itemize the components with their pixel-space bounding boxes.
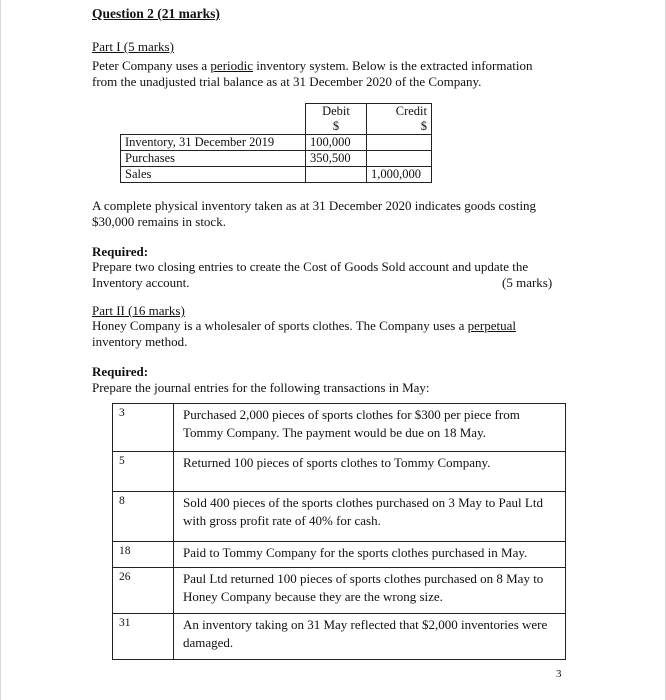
transaction-description: An inventory taking on 31 May reflected that $2,000 inventories were damaged. <box>183 617 548 650</box>
part1-intro-line: Peter Company uses a periodic inventory system. Below is the extracted information <box>92 58 533 73</box>
account-name: Inventory, 31 December 2019 <box>121 135 306 151</box>
debit-header: Debit <box>306 104 367 120</box>
debit-value: 100,000 <box>306 135 367 151</box>
part1-marks: (5 marks) <box>502 275 553 290</box>
transaction-description: Paul Ltd returned 100 pieces of sports clothes purchased on 8 May to Honey Company because they are the wrong size. <box>183 571 544 604</box>
part1-intro <box>92 58 562 90</box>
table-header-row <box>121 104 432 120</box>
transactions-table <box>112 403 566 660</box>
debit-value <box>306 167 367 183</box>
credit-value: 1,000,000 <box>367 167 432 183</box>
transaction-description: Purchased 2,000 pieces of sports clothes for $300 per piece from Tommy Company. The payment would be due on 18 May. <box>183 407 520 440</box>
debit-value: 350,500 <box>306 151 367 167</box>
table-row <box>121 135 432 151</box>
physical-count-text <box>92 198 562 230</box>
trial-balance-table <box>120 103 432 183</box>
table-units-row <box>121 119 432 135</box>
table-row <box>121 167 432 183</box>
table-row <box>113 404 566 452</box>
table-row <box>113 542 566 568</box>
text-line: Prepare two closing entries to create the Cost of Goods Sold account and update the <box>92 259 529 274</box>
credit-value <box>367 135 432 151</box>
transaction-date: 8 <box>113 492 174 542</box>
part2-intro <box>92 318 562 350</box>
transaction-date: 5 <box>113 452 174 492</box>
part1-intro-line: from the unadjusted trial balance as at 31 December 2020 of the Company. <box>92 74 482 89</box>
part1-heading: Part I (5 marks) <box>92 39 174 54</box>
transaction-date: 18 <box>113 542 174 568</box>
text-line: inventory method. <box>92 334 188 349</box>
part1-required-text <box>92 259 562 291</box>
part2-required-text: Prepare the journal entries for the following transactions in May: <box>92 380 430 395</box>
table-row <box>113 614 566 660</box>
credit-value <box>367 151 432 167</box>
text-line: A complete physical inventory taken as at 31 December 2020 indicates goods costing <box>92 198 537 213</box>
page-number: 3 <box>556 668 562 680</box>
left-border <box>0 0 1 700</box>
table-row <box>121 151 432 167</box>
transaction-description: Sold 400 pieces of the sports clothes purchased on 3 May to Paul Ltd with gross profit rate of 40% for cash. <box>183 495 543 528</box>
perpetual-term: perpetual <box>467 318 516 333</box>
table-row <box>113 568 566 614</box>
transaction-date: 26 <box>113 568 174 614</box>
text-line: Honey Company is a wholesaler of sports clothes. The Company uses a perpetual <box>92 318 516 333</box>
text-line: $30,000 remains in stock. <box>92 214 226 229</box>
periodic-term: periodic <box>210 58 254 73</box>
credit-header: Credit <box>367 104 432 120</box>
transaction-description: Returned 100 pieces of sports clothes to Tommy Company. <box>183 455 491 470</box>
credit-unit: $ <box>367 119 432 135</box>
table-row <box>113 492 566 542</box>
part2-required-label: Required: <box>92 364 149 379</box>
question-title: Question 2 (21 marks) <box>92 6 220 21</box>
transaction-date: 3 <box>113 404 174 452</box>
account-name: Sales <box>121 167 306 183</box>
part1-required-label: Required: <box>92 244 149 259</box>
transaction-date: 31 <box>113 614 174 660</box>
account-name: Purchases <box>121 151 306 167</box>
text-line: Inventory account. <box>92 275 190 290</box>
transaction-description: Paid to Tommy Company for the sports clothes purchased in May. <box>183 545 528 560</box>
debit-unit: $ <box>306 119 367 135</box>
table-row <box>113 452 566 492</box>
part2-heading: Part II (16 marks) <box>92 303 185 318</box>
